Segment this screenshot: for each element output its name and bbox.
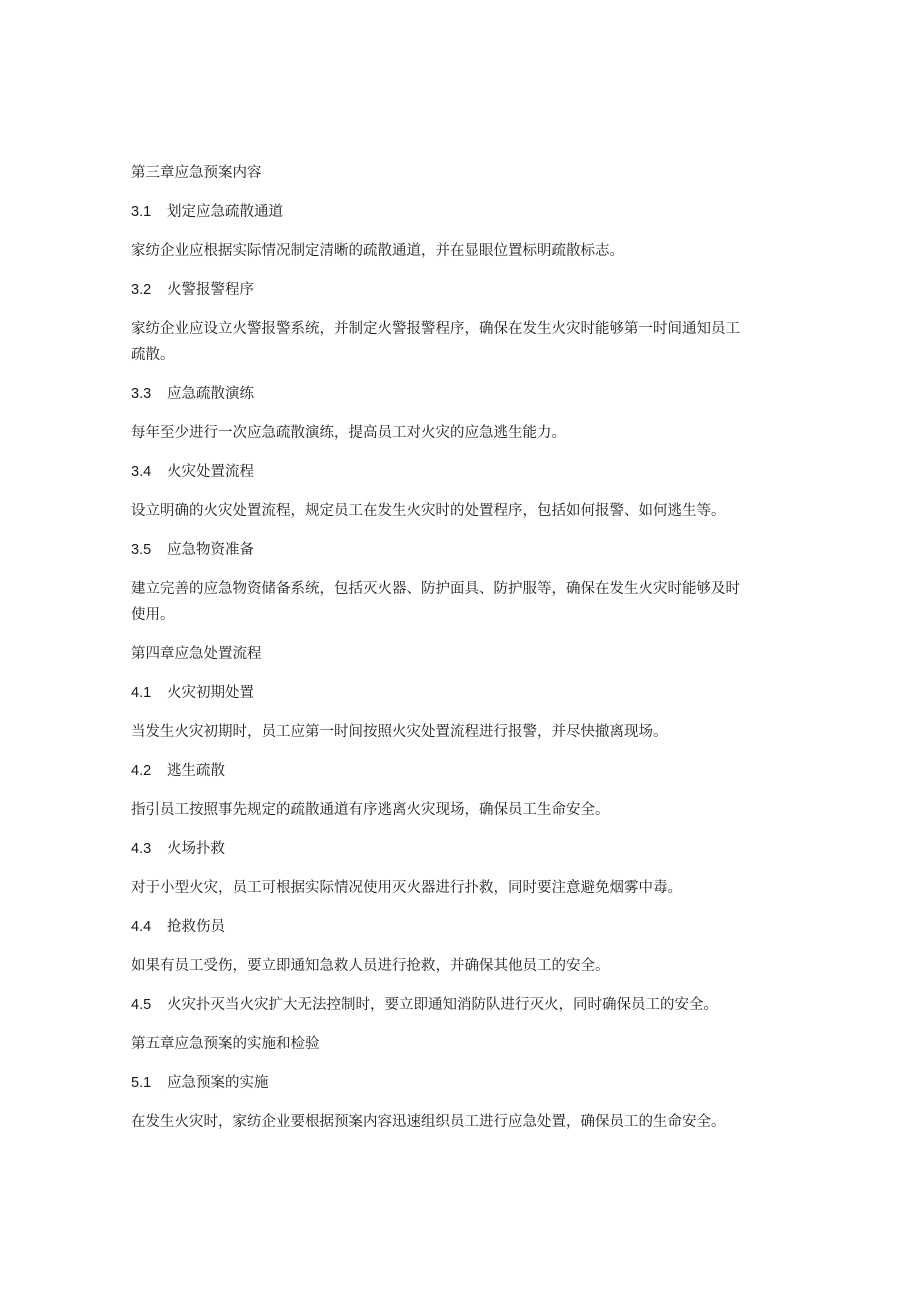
section-number: 4.2 [131,763,152,779]
section-heading [131,277,791,303]
section-heading [131,381,791,407]
section-heading [131,199,791,225]
section-title: 火场扑救 [167,841,225,857]
chapter-title: 第四章应急处置流程 [131,646,262,662]
section-heading [131,459,791,485]
section-heading [131,758,791,784]
paragraph: 在发生火灾时，家纺企业要根据预案内容迅速组织员工进行应急处置，确保员工的生命安全。 [131,1114,726,1130]
section-title: 火警报警程序 [167,282,254,298]
paragraph: 设立明确的火灾处置流程，规定员工在发生火灾时的处置程序，包括如何报警、如何逃生等。 [131,503,726,519]
paragraph: 对于小型火灾，员工可根据实际情况使用灭火器进行扑救，同时要注意避免烟雾中毒。 [131,880,682,896]
section-number: 5.1 [131,1075,152,1091]
section-heading [131,914,791,940]
section-number: 3.4 [131,464,152,480]
section-number: 4.1 [131,685,152,701]
paragraph: 如果有员工受伤，要立即通知急救人员进行抢救，并确保其他员工的安全。 [131,958,610,974]
section-heading [131,992,791,1018]
paragraph-line: 使用。 [131,607,175,623]
section-title: 逃生疏散 [167,763,225,779]
chapter-title: 第三章应急预案内容 [131,165,262,181]
paragraph-line: 建立完善的应急物资储备系统，包括灭火器、防护面具、防护服等，确保在发生火灾时能够及时 [131,581,740,597]
section-title: 应急预案的实施 [167,1075,269,1091]
section-heading [131,1070,791,1096]
section-number: 4.3 [131,841,152,857]
section-title: 应急物资准备 [167,542,254,558]
paragraph-line: 家纺企业应设立火警报警系统，并制定火警报警程序，确保在发生火灾时能够第一时间通知员工 [131,321,740,337]
section-title: 划定应急疏散通道 [167,204,283,220]
paragraph: 家纺企业应根据实际情况制定清晰的疏散通道，并在显眼位置标明疏散标志。 [131,243,624,259]
section-number: 4.4 [131,919,152,935]
document-page [131,160,791,1148]
section-title: 火灾处置流程 [167,464,254,480]
section-title: 火灾初期处置 [167,685,254,701]
section-number: 4.5 [131,997,152,1013]
section-number: 3.3 [131,386,152,402]
paragraph [131,576,791,628]
section-number: 3.5 [131,542,152,558]
section-heading [131,680,791,706]
paragraph: 当发生火灾初期时，员工应第一时间按照火灾处置流程进行报警，并尽快撤离现场。 [131,724,668,740]
section-heading [131,836,791,862]
paragraph-line: 疏散。 [131,347,175,363]
section-number: 3.1 [131,204,152,220]
section-title: 抢救伤员 [167,919,225,935]
section-title: 应急疏散演练 [167,386,254,402]
paragraph [131,316,791,368]
section-title: 火灾扑灭当火灾扩大无法控制时，要立即通知消防队进行灭火，同时确保员工的安全。 [167,997,718,1013]
paragraph: 每年至少进行一次应急疏散演练，提高员工对火灾的应急逃生能力。 [131,425,566,441]
section-heading [131,537,791,563]
section-number: 3.2 [131,282,152,298]
chapter-title: 第五章应急预案的实施和检验 [131,1036,320,1052]
paragraph: 指引员工按照事先规定的疏散通道有序逃离火灾现场，确保员工生命安全。 [131,802,610,818]
